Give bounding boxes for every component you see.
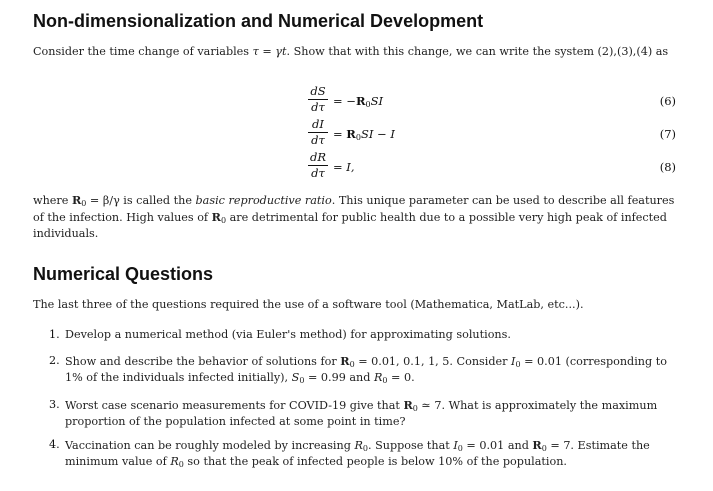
text: = 0.01 and xyxy=(462,439,533,452)
question-text xyxy=(65,327,677,343)
fraction-denominator: dτ xyxy=(311,166,325,180)
text: Worst case scenario measurements for COVID-19 give that xyxy=(65,399,404,412)
math-symbol: S xyxy=(291,371,300,384)
subscript: 0 xyxy=(515,360,521,369)
fraction-numerator: dR xyxy=(309,150,327,164)
subscript: 0 xyxy=(362,444,368,453)
question-number: 2. xyxy=(49,354,60,367)
text: = β/γ is called the xyxy=(86,194,196,207)
emphasis-term: basic reproductive ratio xyxy=(195,194,332,207)
equation-8 xyxy=(0,151,713,183)
equation-number: (8) xyxy=(659,160,676,174)
rhs-term: SI − I xyxy=(360,127,395,141)
subscript: 0 xyxy=(178,460,184,469)
questions-lead-paragraph: The last three of the questions required the use of a software tool (Mathematica, MatLab, etc...). xyxy=(33,298,584,311)
text: ≃ 7. What is approximately the maximum proportion of the population infected at some point in time? xyxy=(65,399,658,428)
subscript: 0 xyxy=(382,376,388,385)
intro-paragraph xyxy=(33,44,683,60)
text: so that the peak of infected people is below 10% of the population. xyxy=(183,455,567,468)
text: = 0.99 and xyxy=(304,371,374,384)
subscript: 0 xyxy=(349,360,355,369)
text: Vaccination can be roughly modeled by increasing xyxy=(65,439,355,452)
equation-rhs xyxy=(333,126,395,142)
text: = 0. xyxy=(387,371,415,384)
question-number: 4. xyxy=(49,438,60,451)
question-number: 1. xyxy=(49,328,60,341)
text: = 7. Estimate the minimum value of xyxy=(65,439,650,468)
equation-rhs xyxy=(333,159,355,175)
equation-system xyxy=(0,85,713,185)
subscript: 0 xyxy=(541,444,547,453)
subscript: 0 xyxy=(412,404,418,413)
text: = 0.01 (corresponding to 1% of the individuals infected initially), xyxy=(65,355,667,384)
fraction-dS-dtau xyxy=(307,85,329,114)
text: are detrimental for public health due to a possible very high peak of infected individuals. xyxy=(33,211,667,240)
question-text xyxy=(65,397,677,430)
intro-text-end: . Show that with this change, we can write the system (2),(3),(4) as xyxy=(286,45,669,58)
intro-text: Consider the time change of variables xyxy=(33,45,253,58)
fraction-denominator: dτ xyxy=(311,133,325,147)
equation-number: (6) xyxy=(659,94,676,108)
equation-7 xyxy=(0,118,713,150)
equation-6 xyxy=(0,85,713,117)
question-text xyxy=(65,353,677,386)
reproductive-ratio-symbol: R xyxy=(403,398,413,412)
rhs-prefix: = xyxy=(333,160,347,174)
math-symbol: I xyxy=(511,355,516,368)
equation-rhs xyxy=(333,93,383,109)
reproductive-ratio-symbol: R xyxy=(346,127,356,141)
reproductive-ratio-symbol: R xyxy=(532,438,542,452)
reproductive-ratio-symbol: R xyxy=(355,94,366,108)
subscript: 0 xyxy=(355,133,361,142)
reproductive-ratio-symbol: R xyxy=(340,354,350,368)
math-symbol: I xyxy=(453,439,458,452)
rhs-prefix: = − xyxy=(333,94,356,108)
subscript: 0 xyxy=(457,444,463,453)
fraction-numerator: dI xyxy=(312,117,324,131)
fraction-numerator: dS xyxy=(310,84,326,98)
fraction-denominator: dτ xyxy=(311,100,325,114)
reproductive-ratio-paragraph xyxy=(33,192,683,242)
section-title-nondimensionalization: Non-dimensionalization and Numerical Development xyxy=(33,11,484,31)
fraction-dI-dtau xyxy=(307,118,329,147)
subscript: 0 xyxy=(220,216,227,225)
section-title-numerical-questions: Numerical Questions xyxy=(33,264,214,284)
rhs-prefix: = xyxy=(333,127,347,141)
subscript: 0 xyxy=(365,100,371,109)
subscript: 0 xyxy=(299,376,305,385)
rhs-term: SI xyxy=(370,94,384,108)
rhs-term: I, xyxy=(346,160,355,174)
subscript: 0 xyxy=(81,199,87,208)
equation-number: (7) xyxy=(659,127,676,141)
math-symbol: R xyxy=(373,371,383,384)
question-number: 3. xyxy=(49,398,60,411)
text: where xyxy=(33,194,72,207)
text: Develop a numerical method (via Euler's method) for approximating solutions. xyxy=(65,328,511,341)
math-symbol: R xyxy=(354,439,363,452)
text: . Suppose that xyxy=(367,439,454,452)
text: = 0.01, 0.1, 1, 5. Consider xyxy=(354,355,512,368)
reproductive-ratio-symbol: R xyxy=(211,210,221,224)
reproductive-ratio-symbol: R xyxy=(71,193,82,207)
question-text xyxy=(65,437,677,470)
text: . This unique parameter can be used to describe all features of the infection. High values of xyxy=(33,194,675,224)
fraction-dR-dtau xyxy=(307,151,329,180)
math-symbol: R xyxy=(170,455,179,468)
text: Show and describe the behavior of solutions for xyxy=(65,355,341,368)
intro-math: τ = γt xyxy=(252,45,287,58)
